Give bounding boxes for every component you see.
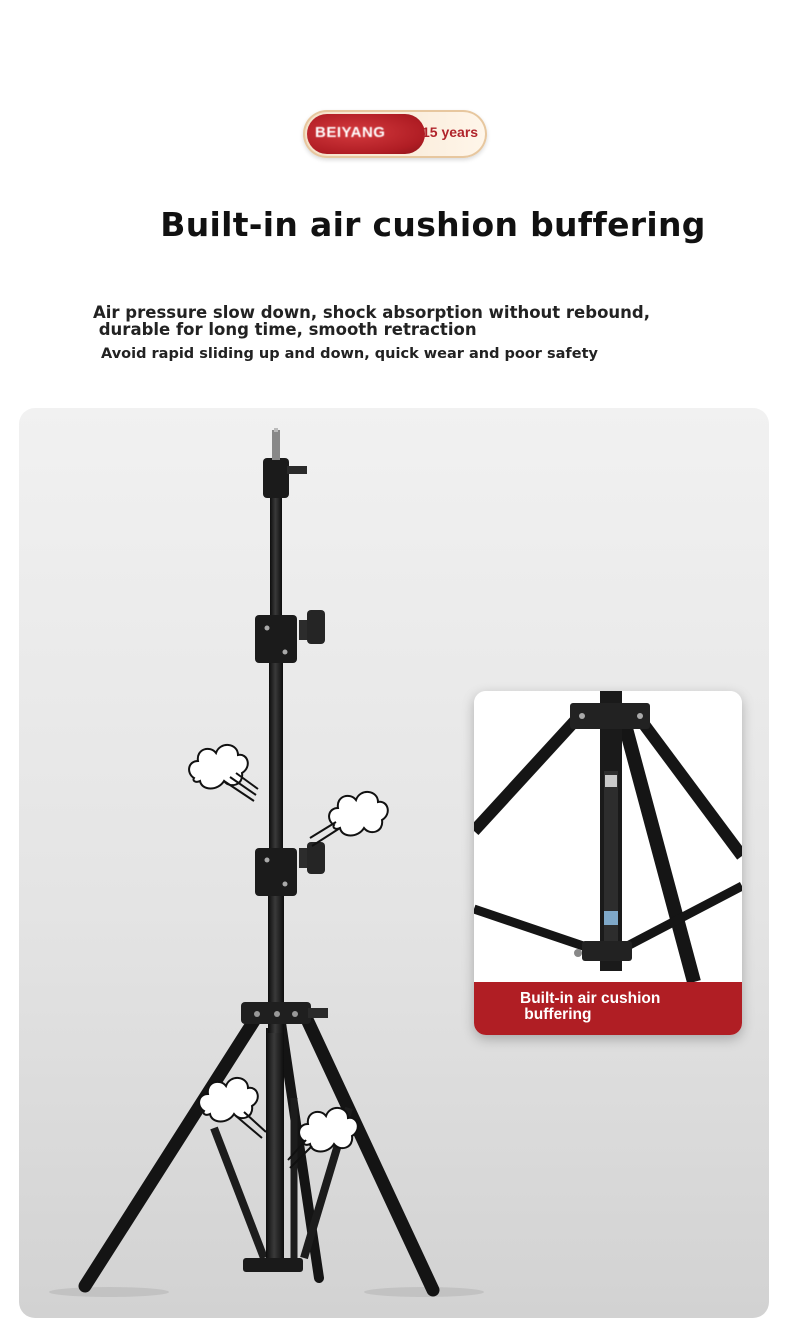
years-label: 15 years xyxy=(422,124,479,140)
air-cushion-detail-image xyxy=(474,691,742,982)
air-puff-icon xyxy=(304,780,394,855)
subtitle-note: Avoid rapid sliding up and down, quick wear and poor safety xyxy=(101,346,598,362)
brand-name: BEIYANG xyxy=(315,124,386,141)
inset-caption-bar xyxy=(474,982,742,1035)
headline: Built-in air cushion buffering xyxy=(160,205,706,244)
inset-caption: Built-in air cushion buffering xyxy=(520,990,661,1023)
air-puff-icon xyxy=(284,1096,374,1171)
air-puff-icon xyxy=(194,1066,284,1141)
air-puff-icon xyxy=(184,733,274,808)
brand-badge xyxy=(303,110,487,158)
air-cushion-detail-card xyxy=(474,691,742,1035)
subtitle-description: Air pressure slow down, shock absorption without rebound, durable for long time, smooth retraction xyxy=(93,303,650,339)
